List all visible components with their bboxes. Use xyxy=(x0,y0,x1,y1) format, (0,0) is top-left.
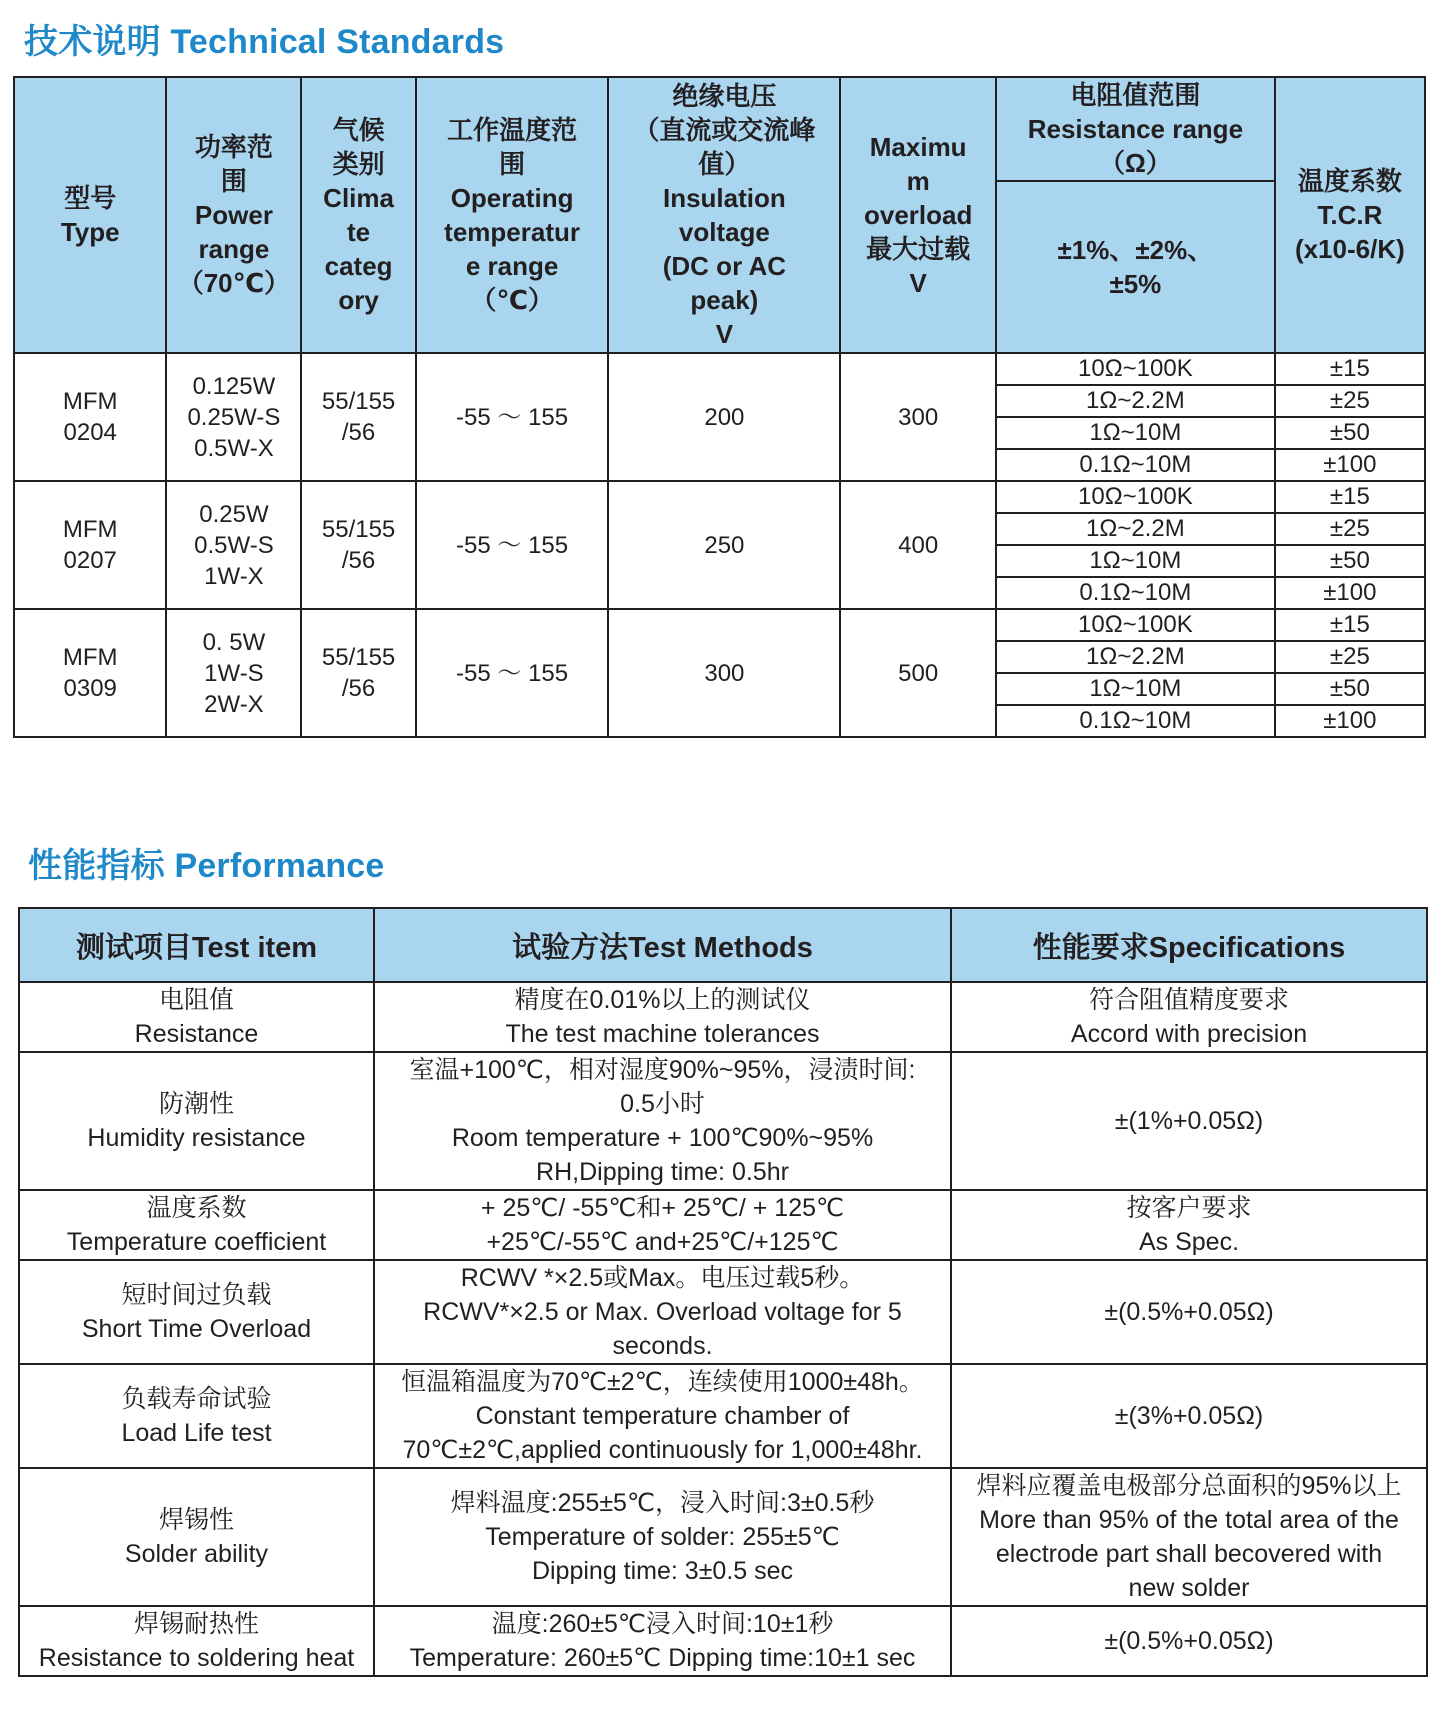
test-method: RCWV *×2.5或Max。电压过载5秒。 RCWV*×2.5 or Max. Overload voltage for 5 seconds. xyxy=(374,1260,951,1364)
header-climate-category: 气候 类别 Clima te categ ory xyxy=(301,77,415,353)
test-item: 焊锡性 Solder ability xyxy=(19,1468,374,1606)
technical-standards-title: 技术说明 Technical Standards xyxy=(24,23,505,61)
resistance-range: 0.1Ω~10M xyxy=(996,705,1275,737)
table-row xyxy=(19,1364,1427,1468)
power-range: 0. 5W 1W-S 2W-X xyxy=(166,609,301,737)
table-row xyxy=(19,1190,1427,1260)
model-type: MFM 0309 xyxy=(14,609,166,737)
model-type: MFM 0204 xyxy=(14,353,166,481)
performance-table-header xyxy=(19,908,1427,982)
table-row xyxy=(14,609,1425,641)
test-method: 恒温箱温度为70℃±2℃，连续使用1000±48h。 Constant temperature chamber of 70℃±2℃,applied continuously for 1,000±48hr. xyxy=(374,1364,951,1468)
header-specifications: 性能要求Specifications xyxy=(951,908,1427,982)
test-item: 电阻值 Resistance xyxy=(19,982,374,1052)
climate-category: 55/155 /56 xyxy=(301,353,415,481)
resistance-range: 1Ω~10M xyxy=(996,673,1275,705)
technical-table-body xyxy=(14,353,1425,737)
performance-table xyxy=(18,907,1428,1677)
tcr-value: ±100 xyxy=(1275,577,1425,609)
table-row xyxy=(19,1606,1427,1676)
test-method: 温度:260±5℃浸入时间:10±1秒 Temperature: 260±5℃ Dipping time:10±1 sec xyxy=(374,1606,951,1676)
specification: ±(1%+0.05Ω) xyxy=(951,1052,1427,1190)
test-method: 焊料温度:255±5℃，浸入时间:3±0.5秒 Temperature of solder: 255±5℃ Dipping time: 3±0.5 sec xyxy=(374,1468,951,1606)
operating-temperature: -55 ～ 155 xyxy=(416,353,609,481)
tcr-value: ±15 xyxy=(1275,609,1425,641)
power-range: 0.125W 0.25W-S 0.5W-X xyxy=(166,353,301,481)
resistance-range: 0.1Ω~10M xyxy=(996,449,1275,481)
max-overload: 400 xyxy=(840,481,996,609)
climate-category: 55/155 /56 xyxy=(301,609,415,737)
specification: ±(0.5%+0.05Ω) xyxy=(951,1606,1427,1676)
performance-table-body xyxy=(19,982,1427,1676)
resistance-range: 1Ω~2.2M xyxy=(996,385,1275,417)
header-insulation-voltage: 绝缘电压 （直流或交流峰 值） Insulation voltage (DC or AC peak) V xyxy=(608,77,840,353)
table-row xyxy=(19,1260,1427,1364)
table-row xyxy=(14,353,1425,385)
test-method: 室温+100℃，相对湿度90%~95%，浸渍时间: 0.5小时 Room temperature + 100℃90%~95% RH,Dipping time: 0.5hr xyxy=(374,1052,951,1190)
resistance-range: 10Ω~100K xyxy=(996,353,1275,385)
header-power-range: 功率范 围 Power range （70℃） xyxy=(166,77,301,353)
specification: ±(0.5%+0.05Ω) xyxy=(951,1260,1427,1364)
resistance-range: 1Ω~10M xyxy=(996,417,1275,449)
tcr-value: ±15 xyxy=(1275,481,1425,513)
resistance-range: 1Ω~2.2M xyxy=(996,641,1275,673)
header-type: 型号 Type xyxy=(14,77,166,353)
technical-standards-table xyxy=(13,76,1426,738)
performance-title: 性能指标 Performance xyxy=(28,847,385,885)
resistance-range: 1Ω~2.2M xyxy=(996,513,1275,545)
specification: ±(3%+0.05Ω) xyxy=(951,1364,1427,1468)
tcr-value: ±50 xyxy=(1275,417,1425,449)
tcr-value: ±50 xyxy=(1275,545,1425,577)
specification: 符合阻值精度要求 Accord with precision xyxy=(951,982,1427,1052)
technical-table-header xyxy=(14,77,1425,353)
specification: 按客户要求 As Spec. xyxy=(951,1190,1427,1260)
header-tolerance: ±1%、±2%、 ±5% xyxy=(996,181,1275,353)
header-test-item: 测试项目Test item xyxy=(19,908,374,982)
test-item: 负载寿命试验 Load Life test xyxy=(19,1364,374,1468)
tcr-value: ±100 xyxy=(1275,449,1425,481)
specification: 焊料应覆盖电极部分总面积的95%以上 More than 95% of the total area of the electrode part shall becovered with new solder xyxy=(951,1468,1427,1606)
test-item: 焊锡耐热性 Resistance to soldering heat xyxy=(19,1606,374,1676)
resistance-range: 0.1Ω~10M xyxy=(996,577,1275,609)
insulation-voltage: 250 xyxy=(608,481,840,609)
test-item: 温度系数 Temperature coefficient xyxy=(19,1190,374,1260)
power-range: 0.25W 0.5W-S 1W-X xyxy=(166,481,301,609)
test-method: 精度在0.01%以上的测试仪 The test machine tolerances xyxy=(374,982,951,1052)
header-operating-temperature: 工作温度范 围 Operating temperatur e range （℃） xyxy=(416,77,609,353)
tcr-value: ±100 xyxy=(1275,705,1425,737)
test-item: 短时间过负载 Short Time Overload xyxy=(19,1260,374,1364)
tcr-value: ±25 xyxy=(1275,385,1425,417)
tcr-value: ±25 xyxy=(1275,513,1425,545)
tcr-value: ±50 xyxy=(1275,673,1425,705)
test-method: + 25℃/ -55℃和+ 25℃/ + 125℃ +25℃/-55℃ and+25℃/+125℃ xyxy=(374,1190,951,1260)
insulation-voltage: 200 xyxy=(608,353,840,481)
test-item: 防潮性 Humidity resistance xyxy=(19,1052,374,1190)
header-max-overload: Maximu m overload 最大过载 V xyxy=(840,77,996,353)
climate-category: 55/155 /56 xyxy=(301,481,415,609)
header-test-methods: 试验方法Test Methods xyxy=(374,908,951,982)
insulation-voltage: 300 xyxy=(608,609,840,737)
max-overload: 300 xyxy=(840,353,996,481)
resistance-range: 1Ω~10M xyxy=(996,545,1275,577)
operating-temperature: -55 ～ 155 xyxy=(416,609,609,737)
resistance-range: 10Ω~100K xyxy=(996,481,1275,513)
tcr-value: ±15 xyxy=(1275,353,1425,385)
resistance-range: 10Ω~100K xyxy=(996,609,1275,641)
operating-temperature: -55 ～ 155 xyxy=(416,481,609,609)
header-resistance-range: 电阻值范围 Resistance range （Ω） xyxy=(996,77,1275,181)
header-tcr: 温度系数 T.C.R (x10-6/K) xyxy=(1275,77,1425,353)
tcr-value: ±25 xyxy=(1275,641,1425,673)
table-row xyxy=(14,481,1425,513)
table-row xyxy=(19,1052,1427,1190)
model-type: MFM 0207 xyxy=(14,481,166,609)
max-overload: 500 xyxy=(840,609,996,737)
table-row xyxy=(19,1468,1427,1606)
table-row xyxy=(19,982,1427,1052)
